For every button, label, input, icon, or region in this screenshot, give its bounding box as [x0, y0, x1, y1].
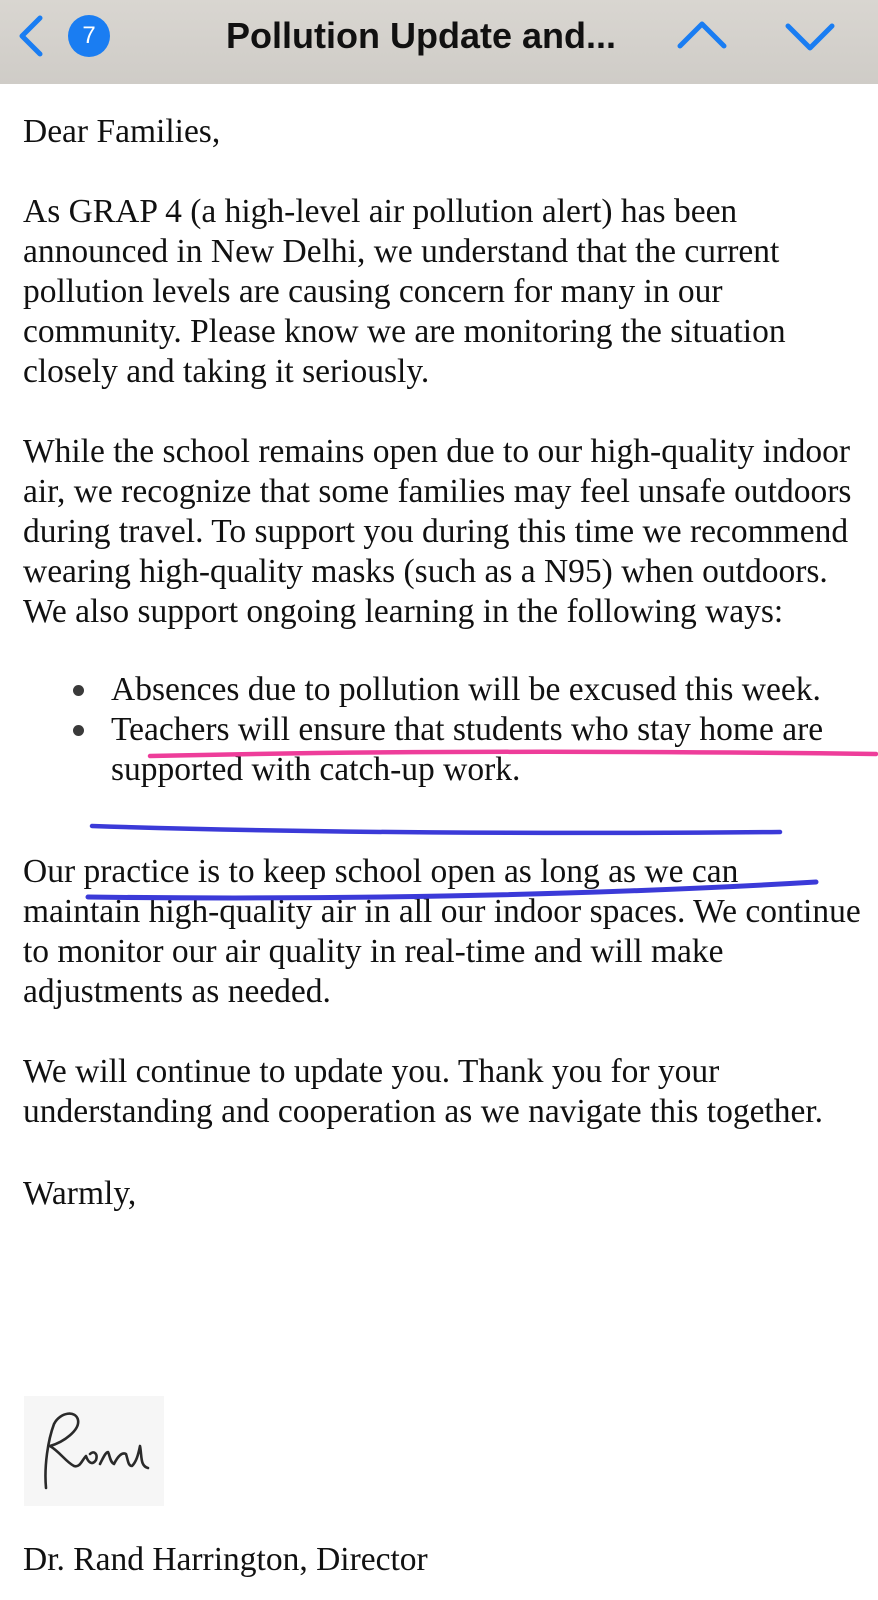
- signer-name-title: Dr. Rand Harrington, Director: [23, 1541, 428, 1578]
- email-body: [23, 112, 863, 1254]
- signature-drawing: [24, 1396, 164, 1506]
- email-paragraph-2: While the school remains open due to our high-quality indoor air, we recognize that some families may feel unsafe outdoors during travel. To support you during this time we recommend wearing high-quality masks (such as a N95) when outdoors. We also support ongoing learning in the following ways:: [23, 433, 852, 630]
- chevron-up-icon: [676, 16, 728, 56]
- email-subject-title: Pollution Update and...: [226, 15, 616, 56]
- bullet-item-catch-up-work: Teachers will ensure that students who stay home are supported with catch-up work.: [111, 710, 863, 790]
- email-paragraph-1: As GRAP 4 (a high-level air pollution alert) has been announced in New Delhi, we understand that the current pollution levels are causing concern for many in our community. Please know we are monitoring the situation closely and taking it seriously.: [23, 193, 786, 390]
- previous-email-button[interactable]: [676, 16, 728, 56]
- back-button[interactable]: [14, 14, 50, 58]
- email-paragraph-3: Our practice is to keep school open as long as we can maintain high-quality air in all our indoor spaces. We continue to monitor our air quality in real-time and will make adjustments as needed.: [23, 853, 861, 1010]
- chevron-left-icon: [14, 14, 50, 58]
- chevron-down-icon: [784, 16, 836, 56]
- email-header-bar: [0, 0, 878, 84]
- unread-count-badge[interactable]: 7: [68, 15, 110, 57]
- support-bullet-list: [23, 670, 863, 790]
- email-paragraph-4: We will continue to update you. Thank you for your understanding and cooperation as we navigate this together.: [23, 1053, 824, 1130]
- next-email-button[interactable]: [784, 16, 836, 56]
- bullet-item-absences: Absences due to pollution will be excused this week.: [111, 670, 863, 710]
- email-greeting: Dear Families,: [23, 113, 221, 150]
- handwritten-signature-image: [24, 1396, 164, 1506]
- email-closing: Warmly,: [23, 1175, 137, 1212]
